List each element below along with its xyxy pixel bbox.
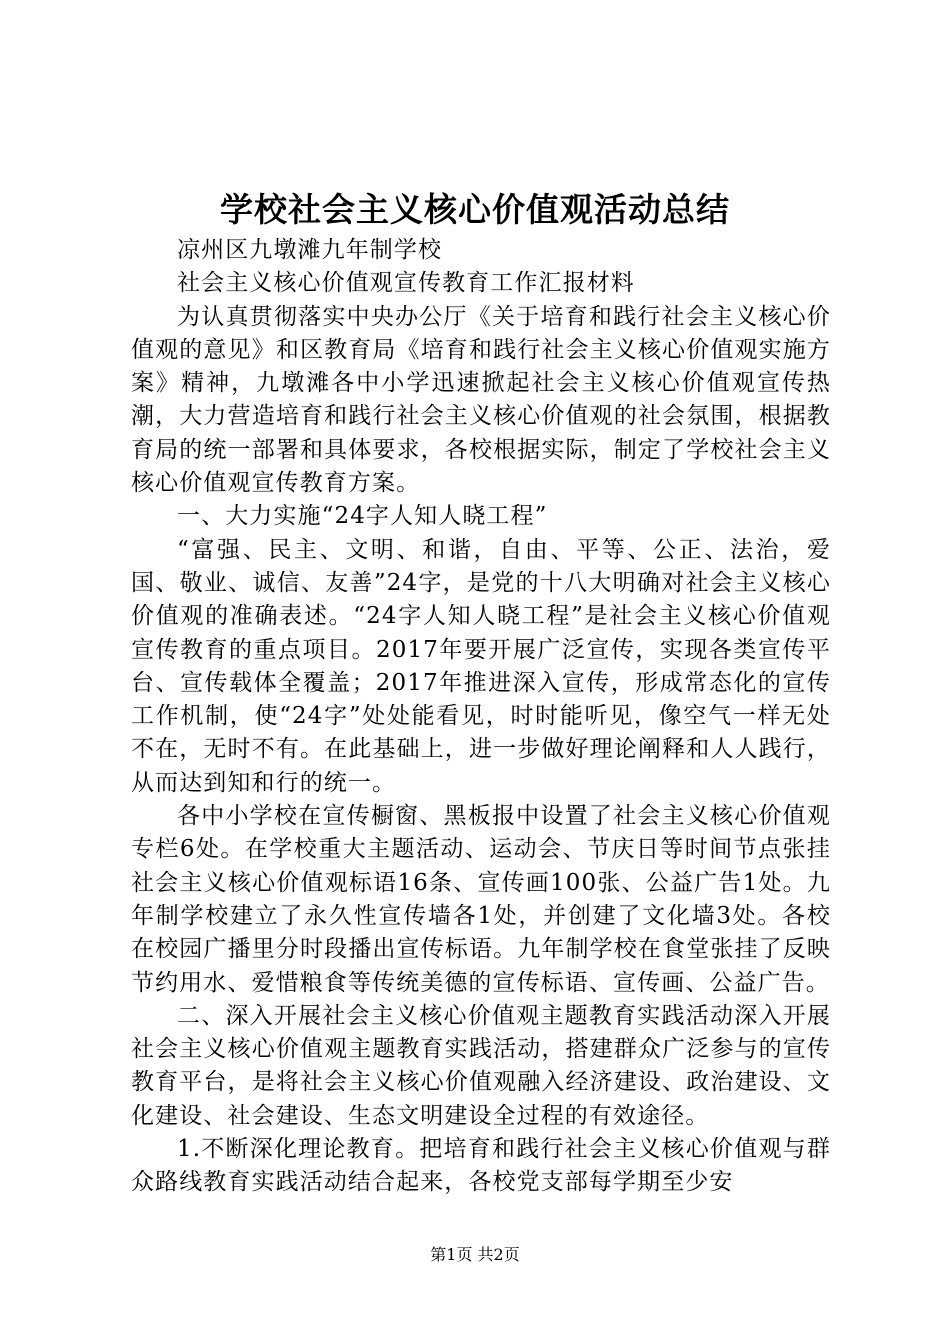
intro-paragraph: 为认真贯彻落实中央办公厅《关于培育和践行社会主义核心价值观的意见》和区教育局《培育和践行社会主义核心价值观实施方案》精神，九墩滩各中小学迅速掀起社会主义核心价值观宣传热潮，大力营造培育和践行社会主义核心价值观的社会氛围，根据教育局的统一部署和具体要求，各校根据实际，制定了学校社会主义核心价值观宣传教育方案。 xyxy=(131,303,831,497)
page-number-footer: 第1页 共2页 xyxy=(430,1245,520,1264)
report-subtitle-line: 社会主义核心价值观宣传教育工作汇报材料 xyxy=(177,270,635,297)
section-1-paragraph-2: 各中小学校在宣传橱窗、黑板报中设置了社会主义核心价值观专栏6处。在学校重大主题活动、运动会、节庆日等时间节点张挂社会主义核心价值观标语16条、宣传画100张、公益广告1处。九年制学校建立了永久性宣传墙各1处，并创建了文化墙3处。各校在校园广播里分时段播出宣传标语。九年制学校在食堂张挂了反映节约用水、爱惜粮食等传统美德的宣传标语、宣传画、公益广告。 xyxy=(131,803,831,996)
document-body xyxy=(131,234,831,1200)
document-title: 学校社会主义核心价值观活动总结 xyxy=(220,190,730,229)
school-name-line: 凉州区九墩滩九年制学校 xyxy=(177,237,443,263)
item-1-paragraph: 1.不断深化理论教育。把培育和践行社会主义核心价值观与群众路线教育实践活动结合起来，各校党支部每学期至少安 xyxy=(131,1136,831,1196)
section-heading-1: 一、大力实施“24字人知人晓工程” xyxy=(177,503,548,530)
section-2-paragraph: 二、深入开展社会主义核心价值观主题教育实践活动深入开展社会主义核心价值观主题教育实践活动，搭建群众广泛参与的宣传教育平台，是将社会主义核心价值观融入经济建设、政治建设、文化建设、社会建设、生态文明建设全过程的有效途径。 xyxy=(131,1002,831,1129)
section-1-paragraph-1: “富强、民主、文明、和谐，自由、平等、公正、法治，爱国、敬业、诚信、友善”24字，是党的十八大明确对社会主义核心价值观的准确表述。“24字人知人晓工程”是社会主义核心价值观宣传教育的重点项目。2017年要开展广泛宣传，实现各类宣传平台、宣传载体全覆盖；2017年推进深入宣传，形成常态化的宣传工作机制，使“24字”处处能看见，时时能听见，像空气一样无处不在，无时不有。在此基础上，进一步做好理论阐释和人人践行，从而达到知和行的统一。 xyxy=(131,536,831,796)
